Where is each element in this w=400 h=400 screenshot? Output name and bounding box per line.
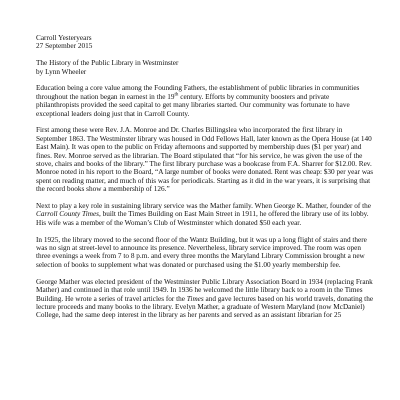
paragraph-1-text-b: century. Efforts by community boosters and private philanthropists provided the seed capital to get many libraries started. Our community was fortunate to have exceptional leaders doing just that in Carroll County. (36, 92, 350, 118)
paragraph-1 (36, 84, 374, 118)
article-page (36, 34, 374, 328)
paragraph-5-text-a: George Mather was elected president of the Westminster Public Library Association Board in 1934 (replacing Frank Mather) and continued in that role until 1949. In 1936 he welcomed the little library back to a room in the Times Building. He wrote a series of travel articles for the (36, 277, 373, 303)
newspaper-name-italic: Times (186, 294, 204, 303)
publication-date: 27 September 2015 (36, 42, 93, 51)
column-name: Carroll Yesteryears (36, 34, 92, 42)
article-title: The History of the Public Library in Westminster (36, 59, 179, 68)
paragraph-5-text-b: and gave lectures based on his world travels, donating the lecture proceeds and many books to the library. Evelyn Mather, a graduate of Western Maryland (now McDaniel) College, had the same deep interest in the library as her parents and served as an assistant librarian for 25 (36, 294, 374, 320)
paragraph-3-text-a: Next to play a key role in sustaining library service was the Mather family. When George K. Mather, founder of the (36, 202, 371, 211)
spacer (36, 51, 374, 59)
paragraph-1-text-a: Education being a core value among the Founding Fathers, the establishment of public libraries in communities throughout the nation began in earnest in the 19 (36, 84, 360, 101)
paragraph-5 (36, 278, 374, 320)
newspaper-name-italic: Carroll County Times (36, 210, 99, 219)
spacer (36, 76, 374, 84)
paragraph-3 (36, 202, 374, 227)
paragraph-2: First among these were Rev. J.A. Monroe and Dr. Charles Billingslea who incorporated the first library in September 1863. The Westminster library was housed in Odd Fellows Hall, later known as the Opera House (at 140 East Main). It was open to the public on Friday afternoons and supported by membership dues ($1 per year) and fines. Rev. Monroe served as the librarian. The Board stipulated that “for his service, he was given the use of the stove, chairs and books of the library.” The first library purchase was a bookcase from F.A. Sharrer for $12.00. Rev. Monroe noted in his report to the Board, “A large number of books were donated. Rent was cheap: $30 per year was spent on reading matter, and much of this was for periodicals. Starting as it did in the war years, it is surprising that the record books show a membership of 126.” (36, 126, 374, 194)
article-byline: by Lynn Wheeler (36, 67, 87, 76)
paragraph-3-text-b: , built the Times Building on East Main Street in 1911, he offered the library use of its lobby. His wife was a member of the Woman’s Club of Westminster which donated $50 each year. (36, 210, 369, 227)
paragraph-4: In 1925, the library moved to the second floor of the Wantz Building, but it was up a long flight of stairs and there was no sign at street-level to announce its presence. Nevertheless, library service improved. The room was open three evenings a week from 7 to 8 p.m. and every three months the Maryland Library Commission brought a new selection of books to supplement what was donated or purchased using the $1.00 yearly membership fee. (36, 235, 367, 269)
ordinal-suffix: th (174, 92, 179, 98)
